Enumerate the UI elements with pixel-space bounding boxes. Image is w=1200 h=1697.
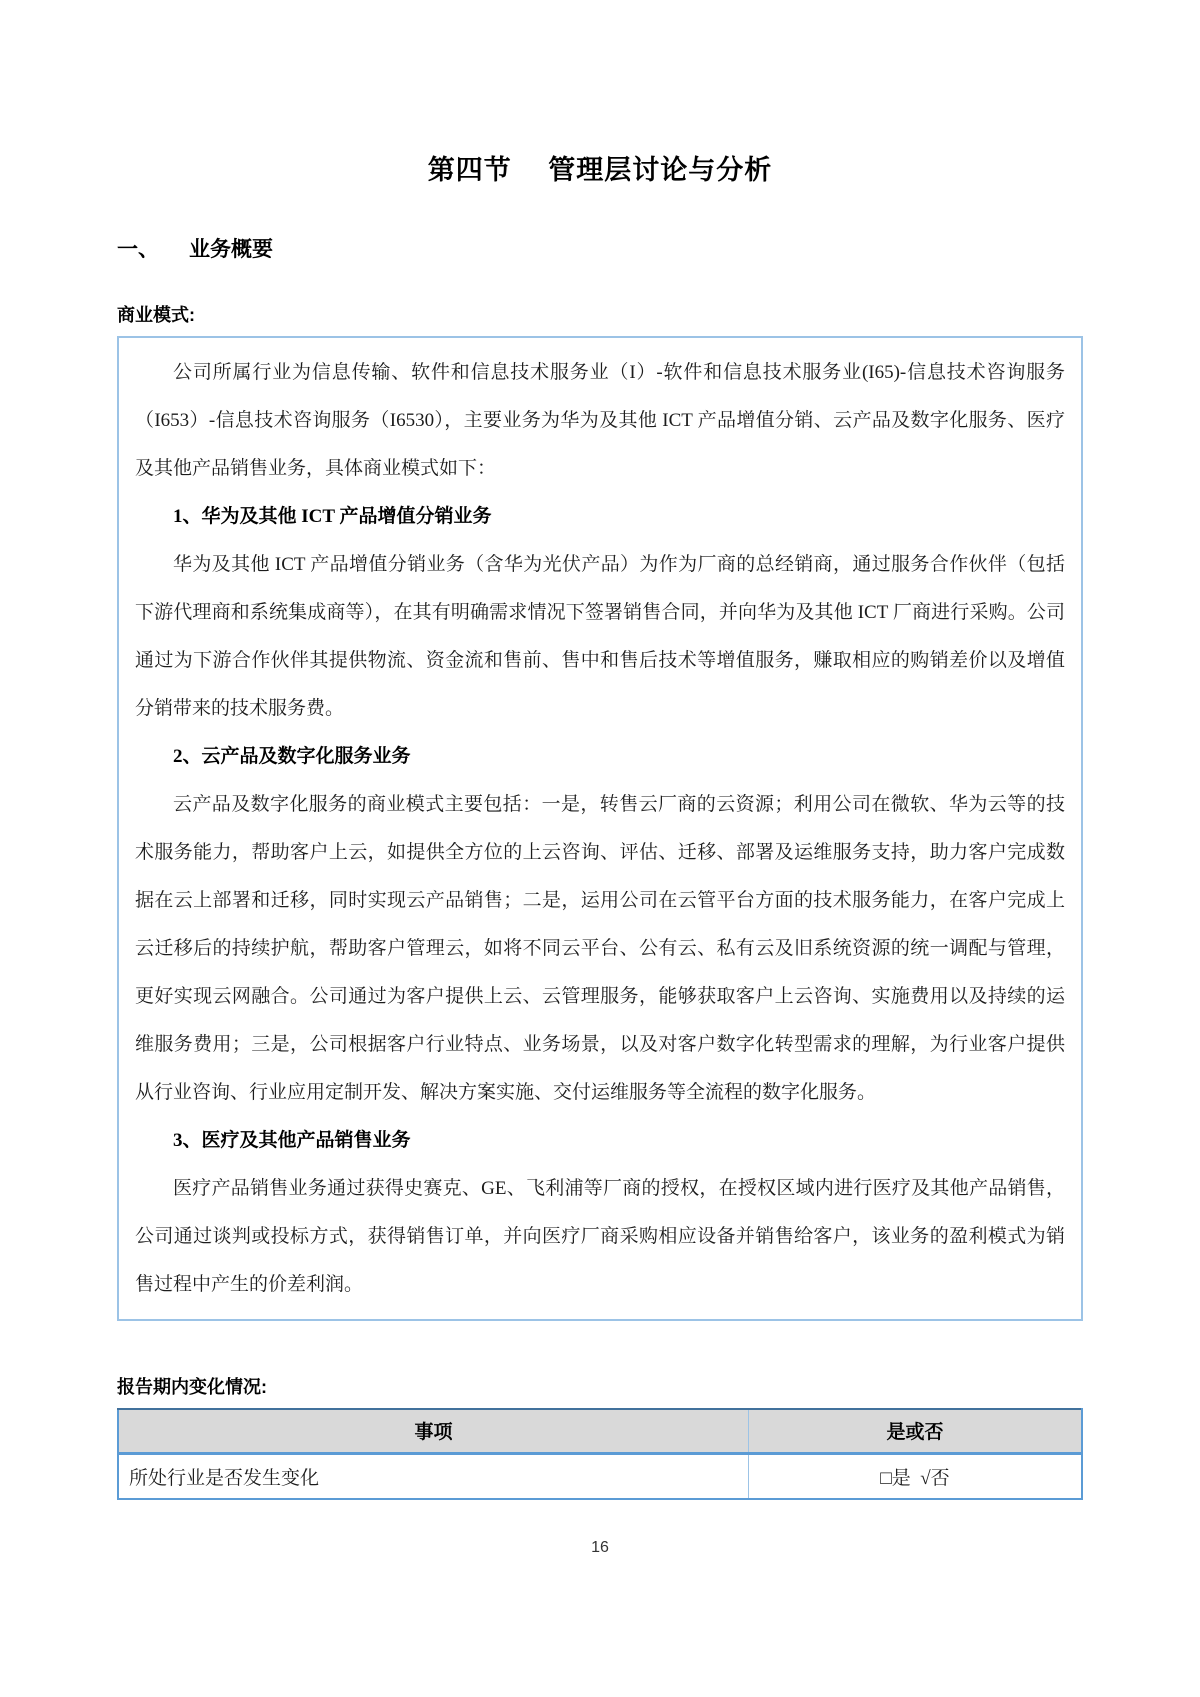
page-title: 第四节 管理层讨论与分析	[427, 155, 773, 185]
section-number: 一、	[117, 238, 159, 261]
table-cell-answer: □是 √否	[748, 1453, 1082, 1499]
section-heading	[117, 233, 1083, 263]
business-model-box	[117, 336, 1083, 1321]
page-number: 16	[591, 1539, 609, 1556]
section-heading-text: 业务概要	[189, 238, 273, 261]
changes-table	[117, 1408, 1083, 1500]
business-model-paragraph-4: 医疗产品销售业务通过获得史赛克、GE、飞利浦等厂商的授权，在授权区域内进行医疗及其他产品销售，公司通过谈判或投标方式，获得销售订单，并向医疗厂商采购相应设备并销售给客户，该业务的盈利模式为销售过程中产生的价差利润。	[135, 1178, 1065, 1295]
business-model-paragraph-2: 华为及其他 ICT 产品增值分销业务（含华为光伏产品）为作为厂商的总经销商，通过服务合作伙伴（包括下游代理商和系统集成商等），在其有明确需求情况下签署销售合同，并向华为及其他 ICT 厂商进行采购。公司通过为下游合作伙伴其提供物流、资金流和售前、售中和售后技术等增值服务，赚取相应的购销差价以及增值分销带来的技术服务费。	[135, 554, 1065, 719]
changes-label: 报告期内变化情况:	[117, 1377, 267, 1397]
business-model-subheading-1: 1、华为及其他 ICT 产品增值分销业务	[173, 506, 492, 527]
table-header-yes-no: 是或否	[748, 1409, 1082, 1453]
table-header-item: 事项	[118, 1409, 748, 1453]
business-model-subheading-3: 3、医疗及其他产品销售业务	[173, 1130, 411, 1151]
business-model-paragraph-1: 公司所属行业为信息传输、软件和信息技术服务业（I）-软件和信息技术服务业(I65)-信息技术咨询服务（I653）-信息技术咨询服务（I6530），主要业务为华为及其他 ICT 产品增值分销、云产品及数字化服务、医疗及其他产品销售业务，具体商业模式如下：	[135, 362, 1065, 479]
table-cell-item: 所处行业是否发生变化	[118, 1453, 748, 1499]
business-model-label: 商业模式:	[117, 305, 195, 325]
table-header-row	[118, 1409, 1082, 1453]
business-model-paragraph-3: 云产品及数字化服务的商业模式主要包括：一是，转售云厂商的云资源；利用公司在微软、华为云等的技术服务能力，帮助客户上云，如提供全方位的上云咨询、评估、迁移、部署及运维服务支持，助力客户完成数据在云上部署和迁移，同时实现云产品销售；二是，运用公司在云管平台方面的技术服务能力，在客户完成上云迁移后的持续护航，帮助客户管理云，如将不同云平台、公有云、私有云及旧系统资源的统一调配与管理，更好实现云网融合。公司通过为客户提供上云、云管理服务，能够获取客户上云咨询、实施费用以及持续的运维服务费用；三是，公司根据客户行业特点、业务场景，以及对客户数字化转型需求的理解，为行业客户提供从行业咨询、行业应用定制开发、解决方案实施、交付运维服务等全流程的数字化服务。	[135, 794, 1065, 1103]
business-model-subheading-2: 2、云产品及数字化服务业务	[173, 746, 411, 767]
table-row	[118, 1453, 1082, 1499]
